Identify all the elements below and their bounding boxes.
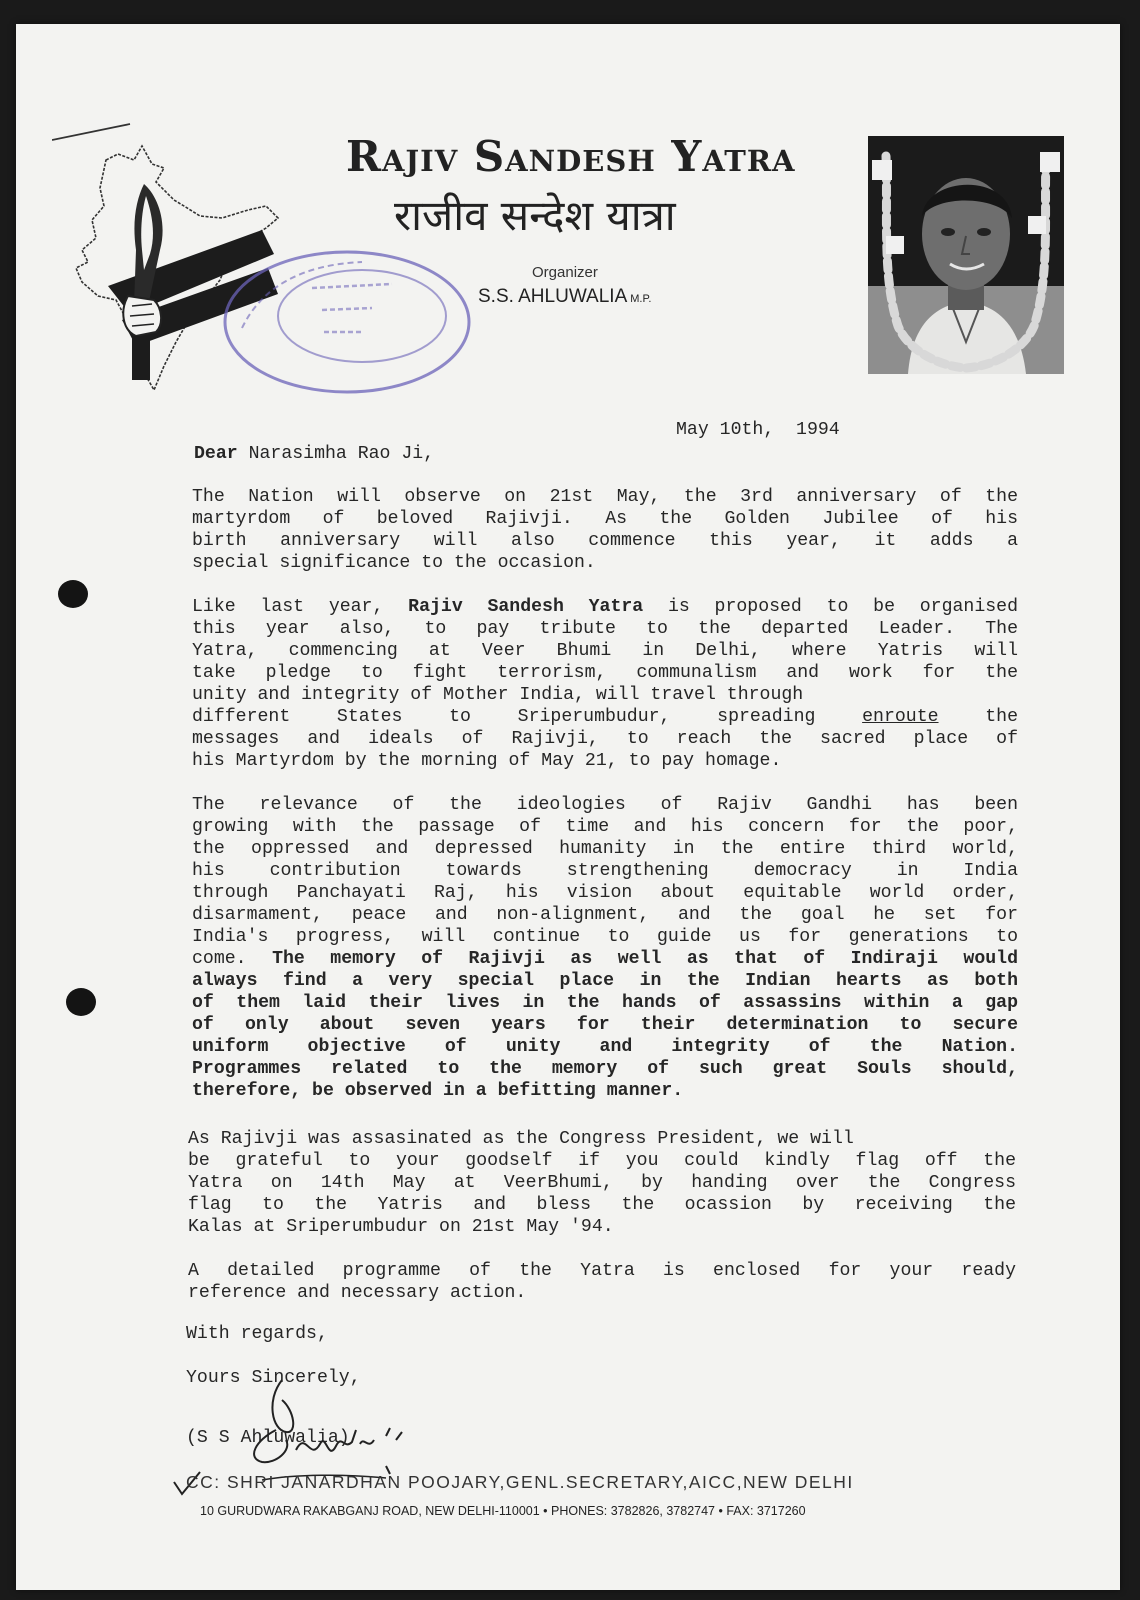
signatory-name: (S S Ahluwalia) <box>186 1428 350 1448</box>
letterhead-title-hindi: राजीव सन्देश यात्रा <box>394 191 676 240</box>
paragraph-line <box>192 948 1018 970</box>
paragraph-line: this year also, to pay tribute to the departed Leader. The <box>192 619 1018 639</box>
paragraph-line: his Martyrdom by the morning of May 21, to pay homage. <box>192 751 782 771</box>
salutation <box>194 444 434 464</box>
paragraph-line: reference and necessary action. <box>188 1283 527 1303</box>
line-text: is proposed to be organised <box>643 597 1018 617</box>
paragraph-line: be grateful to your goodself if you could kindly flag off the <box>188 1151 1016 1171</box>
paragraph-line: unity and integrity of Mother India, will travel through <box>192 685 804 705</box>
paragraph-line: messages and ideals of Rajivji, to reach the sacred place of <box>192 729 1018 749</box>
enroute-underlined: enroute <box>862 707 939 727</box>
punch-hole-bottom <box>66 988 96 1016</box>
paragraph-3 <box>192 794 1018 1102</box>
paragraph-line: Kalas at Sriperumbudur on 21st May '94. <box>188 1217 614 1237</box>
paragraph-line: flag to the Yatris and bless the ocassion by receiving the <box>188 1195 1016 1215</box>
paragraph-line: Programmes related to the memory of such great Souls should, <box>192 1059 1018 1079</box>
paragraph-line: The Nation will observe on 21st May, the 3rd anniversary of the <box>192 487 1018 507</box>
paragraph-line: the oppressed and depressed humanity in the entire third world, <box>192 839 1018 859</box>
punch-hole-top <box>58 580 88 608</box>
paragraph-line <box>192 596 1018 618</box>
cc-line: CC: SHRI JANARDHAN POOJARY,GENL.SECRETARY,AICC,NEW DELHI <box>186 1472 854 1492</box>
salutation-dear: Dear <box>194 444 238 464</box>
paragraph-line: take pledge to fight terrorism, communalism and work for the <box>192 663 1018 683</box>
paragraph-2 <box>192 596 1018 772</box>
paragraph-line: special significance to the occasion. <box>192 553 596 573</box>
line-text: come. <box>192 949 273 969</box>
line-text: different States to Sriperumbudur, spreading <box>192 707 863 727</box>
letter-page <box>16 24 1120 1590</box>
paragraph-line: As Rajivji was assasinated as the Congress President, we will <box>188 1129 854 1149</box>
paragraph-line: birth anniversary will also commence this year, it adds a <box>192 531 1018 551</box>
salutation-name: Narasimha Rao Ji, <box>237 444 435 464</box>
office-stamp <box>212 236 482 416</box>
letter-date: May 10th, 1994 <box>676 420 840 440</box>
paragraph-line: A detailed programme of the Yatra is enclosed for your ready <box>188 1261 1016 1281</box>
paragraph-line: of them laid their lives in the hands of assassins within a gap <box>192 993 1018 1013</box>
portrait-photo <box>868 136 1064 374</box>
paragraph-line: of only about seven years for their determination to secure <box>192 1015 1018 1035</box>
paragraph-line: disarmament, peace and non-alignment, and the goal he set for <box>192 905 1018 925</box>
paragraph-4 <box>188 1128 1016 1238</box>
paragraph-line: Yatra on 14th May at VeerBhumi, by handing over the Congress <box>188 1173 1016 1193</box>
paragraph-line: Yatra, commencing at Veer Bhumi in Delhi, where Yatris will <box>192 641 1018 661</box>
letterhead-title: Rajiv Sandesh Yatra <box>346 132 796 181</box>
paragraph-line: through Panchayati Raj, his vision about equitable world order, <box>192 883 1018 903</box>
paragraph-1 <box>192 486 1018 574</box>
paragraph-line: his contribution towards strengthening democracy in India <box>192 861 1018 881</box>
line-text: the <box>938 707 1018 727</box>
letterhead-address: 10 GURUDWARA RAKABGANJ ROAD, NEW DELHI-110001 • PHONES: 3782826, 3782747 • FAX: 3717260 <box>200 1504 806 1518</box>
paragraph-line <box>192 706 1018 728</box>
paragraph-line: always find a very special place in the Indian hearts as both <box>192 971 1018 991</box>
paragraph-line: therefore, be observed in a befitting manner. <box>192 1081 684 1101</box>
yatra-name-bold: Rajiv Sandesh Yatra <box>408 597 644 617</box>
paragraph-5 <box>188 1260 1016 1304</box>
paragraph-line: The relevance of the ideologies of Rajiv Gandhi has been <box>192 795 1018 815</box>
closing-regards: With regards, <box>186 1324 328 1344</box>
paragraph-line: growing with the passage of time and his concern for the poor, <box>192 817 1018 837</box>
line-text-bold: The memory of Rajivji as well as that of Indiraji would <box>272 949 1018 969</box>
organizer-suffix: M.P. <box>630 293 652 305</box>
paragraph-line: India's progress, will continue to guide us for generations to <box>192 927 1018 947</box>
paragraph-line: uniform objective of unity and integrity of the Nation. <box>192 1037 1018 1057</box>
yours-sincerely: Yours Sincerely, <box>186 1368 361 1388</box>
organizer-name <box>478 286 651 308</box>
organizer-name-text: S.S. AHLUWALIA <box>478 286 628 307</box>
organizer-label: Organizer <box>532 264 598 281</box>
paragraph-line: martyrdom of beloved Rajivji. As the Golden Jubilee of his <box>192 509 1018 529</box>
line-text: Like last year, <box>192 597 409 617</box>
